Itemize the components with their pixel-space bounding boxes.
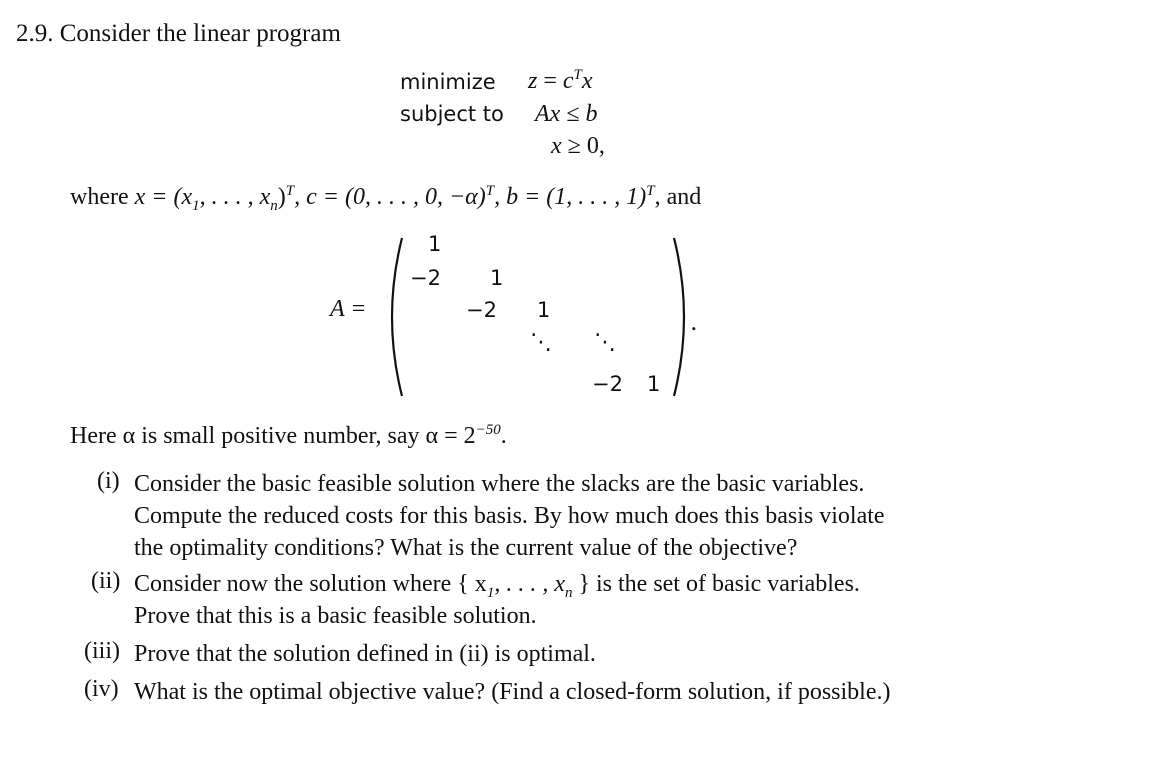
definition-x-sub1: 1 — [192, 197, 200, 214]
item-iii-text: Prove that the solution defined in (ii) is optimal. — [134, 641, 596, 667]
item-iv-text: What is the optimal objective value? (Find a closed-form solution, if possible.) — [134, 679, 891, 705]
lp-constraint-1-rel: ≤ — [566, 101, 580, 127]
item-i-label: (i) — [97, 468, 120, 494]
item-ii-sub1: 1 — [486, 584, 495, 601]
lp-objective-transpose: T — [573, 67, 582, 83]
matrix-last-row-left: −2 — [592, 372, 623, 396]
item-ii-text — [134, 568, 860, 632]
alpha-statement — [70, 423, 507, 450]
item-ii-subn: n — [564, 584, 573, 601]
definitions-where: where — [70, 184, 129, 210]
definition-b: , b = (1, . . . , 1) — [494, 184, 647, 210]
problem-number: 2.9. — [16, 20, 54, 47]
lp-constraint-2-rel: ≥ — [567, 133, 581, 159]
definition-x-transpose: T — [285, 183, 295, 199]
matrix-last-row-right: 1 — [647, 372, 661, 396]
item-ii-line-2: Prove that this is a basic feasible solution. — [134, 603, 537, 629]
matrix-r2c2: 1 — [490, 266, 504, 290]
item-ii-line-1-mid: , . . . , x — [494, 571, 565, 597]
definition-c-transpose: T — [485, 183, 495, 199]
item-iii-label: (iii) — [84, 638, 120, 664]
definition-x: x = (x — [134, 184, 193, 210]
lp-constraint-2-rhs: 0, — [586, 133, 605, 159]
matrix-diagonal-dots-2: ⋱ — [594, 330, 616, 355]
problem-title: Consider the linear program — [59, 20, 341, 47]
lp-constraint-1 — [535, 101, 597, 128]
definition-b-transpose: T — [646, 183, 655, 199]
matrix-r3c2: −2 — [466, 298, 497, 322]
lp-constraint-1-lhs: Ax — [535, 101, 561, 127]
definitions-and: , and — [654, 184, 702, 210]
definition-x-subn: n — [270, 197, 278, 214]
lp-objective-rel: = — [543, 68, 557, 94]
definition-x-close: ) — [277, 184, 286, 210]
item-i-text — [134, 468, 885, 564]
definitions-line — [70, 183, 702, 214]
item-i-line-1: Consider the basic feasible solution where the slacks are the basic variables. — [134, 471, 865, 497]
item-ii-line-1 — [134, 568, 860, 600]
lp-objective-lhs: z — [528, 68, 538, 94]
matrix-r3c3: 1 — [537, 298, 551, 322]
lp-objective-x: x — [581, 68, 593, 94]
definition-c: , c = (0, . . . , 0, −α) — [294, 184, 486, 210]
matrix-r1c1: 1 — [428, 232, 442, 256]
matrix-left-paren — [392, 238, 402, 396]
item-ii-label: (ii) — [91, 568, 121, 594]
matrix-diagonal-dots-1: ⋱ — [530, 330, 552, 355]
matrix-period: . — [690, 308, 698, 336]
matrix-label: A = — [330, 296, 367, 322]
lp-objective-c: c — [562, 68, 574, 94]
item-i-line-2: Compute the reduced costs for this basis. By how much does this basis violate — [134, 503, 885, 529]
alpha-text: Here α is small positive number, say α = 2 — [70, 423, 476, 449]
lp-objective — [528, 68, 593, 95]
lp-minimize-keyword: minimize — [400, 70, 496, 94]
lp-constraint-1-rhs: b — [585, 101, 598, 127]
matrix-right-paren — [674, 238, 684, 396]
alpha-period: . — [500, 423, 507, 449]
item-ii-line-1-before: Consider now the solution where { x — [134, 571, 487, 597]
item-iv-label: (iv) — [84, 676, 119, 702]
item-i-line-3: the optimality conditions? What is the current value of the objective? — [134, 535, 798, 561]
problem-heading — [16, 20, 341, 48]
item-ii-line-1-after: } is the set of basic variables. — [572, 571, 860, 597]
matrix-r2c1: −2 — [410, 266, 441, 290]
lp-constraint-2-lhs: x — [551, 133, 562, 159]
alpha-exponent: −50 — [475, 422, 501, 438]
definition-x-mid: , . . . , x — [199, 184, 271, 210]
lp-subject-to-keyword: subject to — [400, 102, 504, 126]
lp-constraint-2 — [551, 133, 605, 160]
